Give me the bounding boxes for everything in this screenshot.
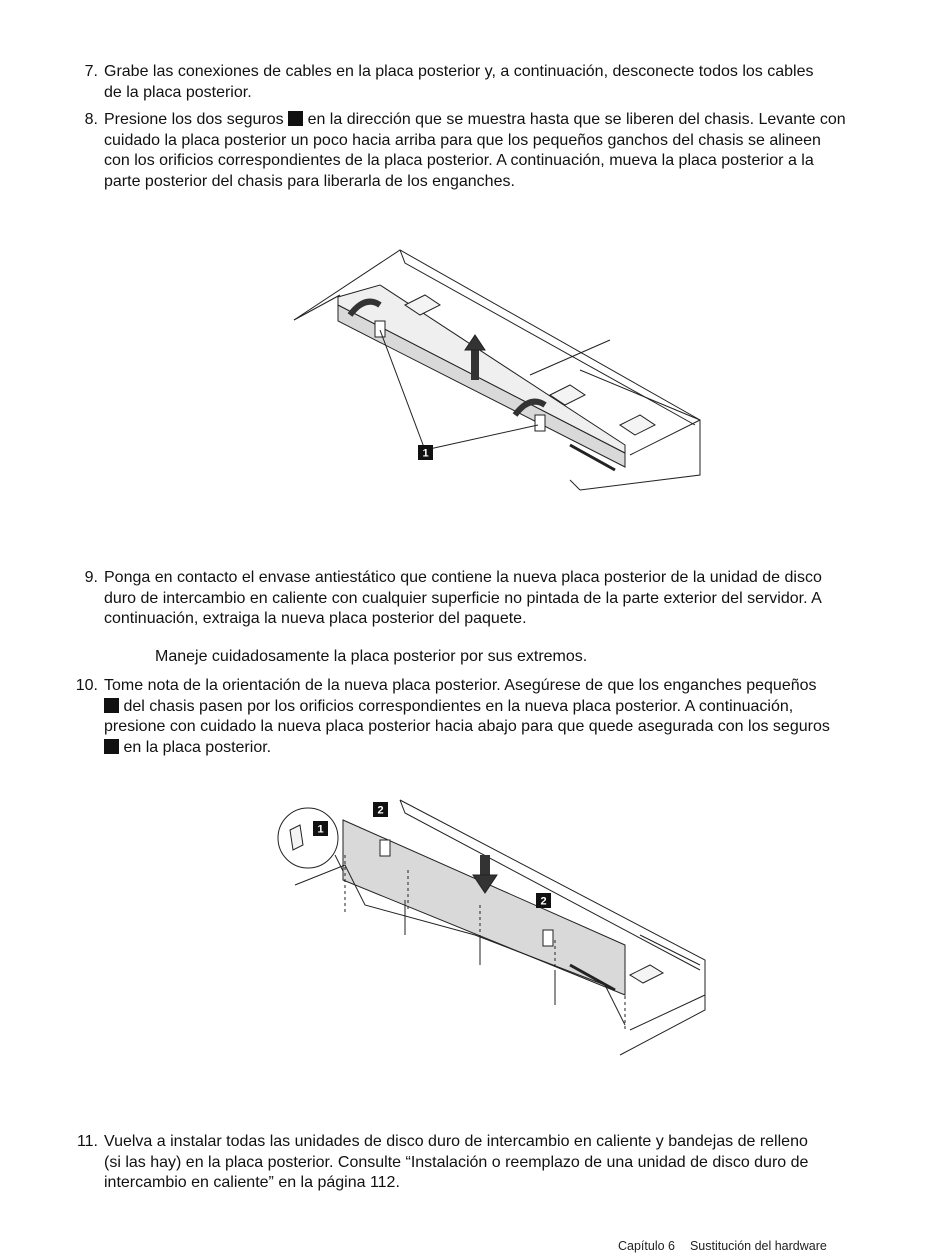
step-line: presione con cuidado la nueva placa posterior hacia abajo para que quede asegurada con los seguros — [104, 718, 830, 735]
step-line — [104, 738, 830, 759]
step-line: cuidado la placa posterior un poco hacia arriba para que los pequeños ganchos del chasis se alineen — [104, 131, 821, 149]
callout-1-label: 1 — [422, 447, 429, 460]
step-text — [104, 62, 813, 103]
step-text-fragment: del chasis pasen por los orificios correspondientes en la nueva placa posterior. A continuación, — [123, 697, 794, 715]
step-number: 11. — [76, 1133, 98, 1150]
backplane-removal-figure — [280, 245, 720, 505]
callout-2a-label: 2 — [377, 804, 384, 817]
callout-badge-icon — [288, 111, 303, 126]
step-line: Vuelva a instalar todas las unidades de disco duro de intercambio en caliente y bandejas de relleno — [104, 1133, 808, 1150]
step-line: Grabe las conexiones de cables en la placa posterior y, a continuación, desconecte todos los cables — [104, 63, 814, 80]
step-line: continuación, extraiga la nueva placa posterior del paquete. — [104, 610, 527, 627]
step-line: intercambio en caliente” en la página 112. — [104, 1174, 400, 1191]
step-text — [104, 1132, 808, 1194]
step-line — [104, 697, 830, 718]
step-text — [104, 568, 822, 630]
step-line: duro de intercambio en caliente con cualquier superficie no pintada de la parte exterior del servidor. A — [104, 589, 822, 607]
callout-badge-icon — [104, 698, 119, 713]
footer-chapter: Capítulo 6 — [618, 1239, 675, 1253]
step-line: Tome nota de la orientación de la nueva placa posterior. Asegúrese de que los enganches pequeños — [104, 677, 817, 694]
callout-badge-icon — [104, 739, 119, 754]
step-text-fragment: Presione los dos seguros — [104, 111, 284, 128]
step-text — [104, 676, 830, 758]
footer-title: Sustitución del hardware — [689, 1239, 827, 1253]
callout-2b-label: 2 — [540, 895, 547, 908]
step-number: 7. — [84, 63, 98, 80]
page-footer — [618, 1238, 827, 1254]
callout-1-label: 1 — [317, 823, 324, 836]
step-number: 9. — [84, 569, 98, 586]
step-line — [104, 110, 846, 131]
step-number: 8. — [84, 111, 98, 128]
backplane-install-figure — [275, 795, 710, 1065]
step-line: de la placa posterior. — [104, 83, 252, 101]
step-line: con los orificios correspondientes de la placa posterior. A continuación, mueva la placa posterior a la — [104, 152, 814, 169]
step-text-fragment: en la placa posterior. — [123, 738, 272, 756]
step-line: Ponga en contacto el envase antiestático que contiene la nueva placa posterior de la unidad de disco — [104, 569, 822, 586]
step-line: parte posterior del chasis para liberarla de los enganches. — [104, 172, 515, 190]
step-text-fragment: en la dirección que se muestra hasta que se liberen del chasis. Levante con — [307, 111, 846, 128]
step-text — [104, 110, 846, 192]
handling-note: Maneje cuidadosamente la placa posterior por sus extremos. — [155, 648, 588, 665]
step-number: 10. — [75, 677, 98, 694]
step-line: (si las hay) en la placa posterior. Consulte “Instalación o reemplazo de una unidad de disco duro de — [104, 1153, 809, 1171]
